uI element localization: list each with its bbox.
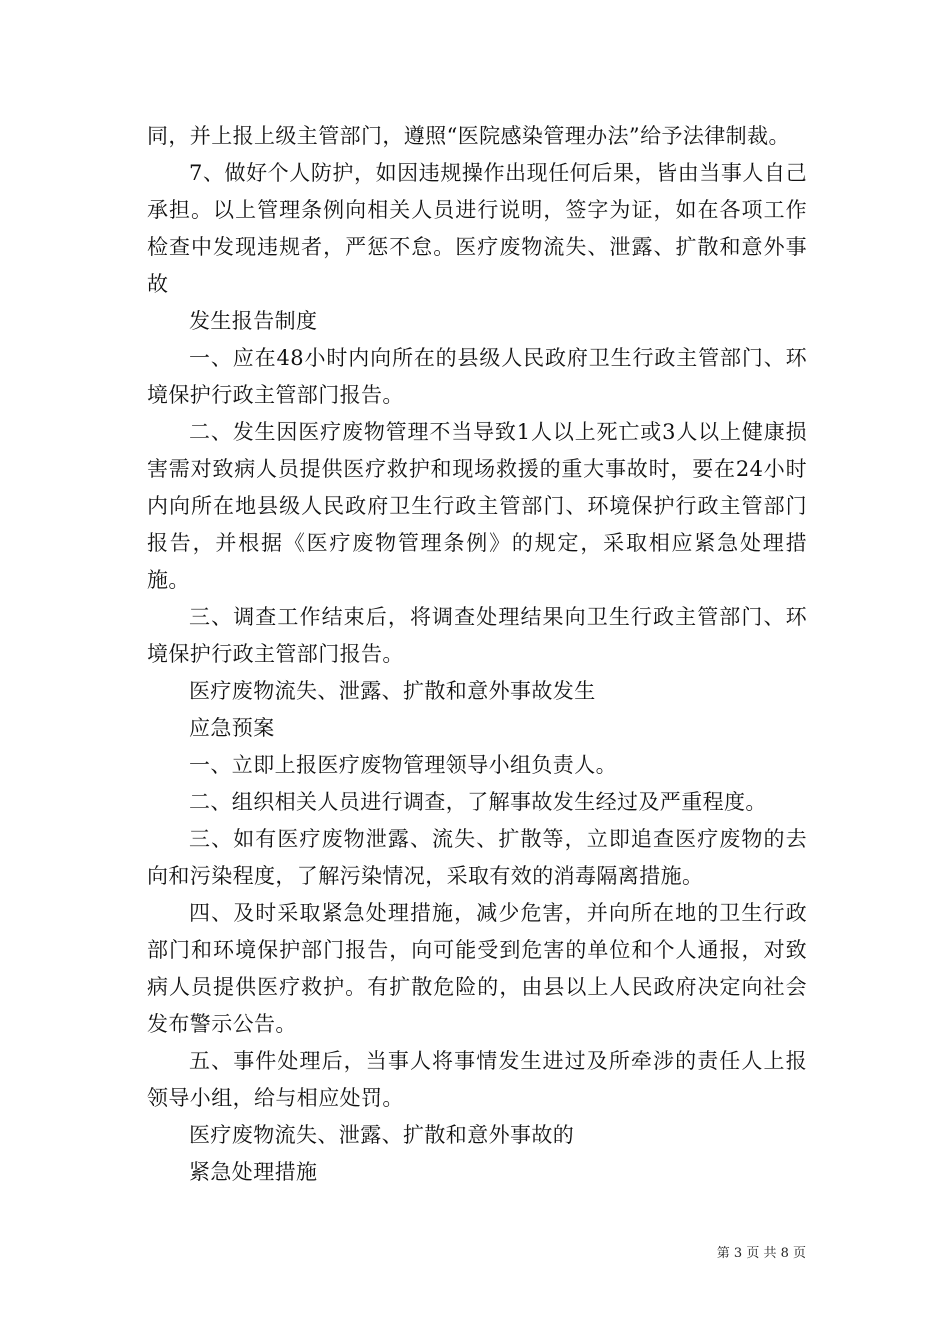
section-title-emergency-line2: 应急预案 bbox=[189, 716, 275, 740]
section-title-measures-line1: 医疗废物流失、泄露、扩散和意外事故的 bbox=[189, 1123, 575, 1147]
paragraph-emergency-5: 五、事件处理后，当事人将事情发生进过及所牵涉的责任人上报领导小组，给与相应处罚。 bbox=[147, 1049, 807, 1110]
paragraph-emergency-2: 二、组织相关人员进行调查，了解事故发生经过及严重程度。 bbox=[189, 790, 767, 814]
section-title-report-system: 发生报告制度 bbox=[189, 309, 318, 333]
page-number-footer: 第 3 页 共 8 页 bbox=[716, 1246, 806, 1261]
paragraph-emergency-1: 一、立即上报医疗废物管理领导小组负责人。 bbox=[189, 753, 617, 777]
section-title-measures-line2: 紧急处理措施 bbox=[189, 1160, 318, 1184]
document-body bbox=[147, 118, 807, 1191]
paragraph-report-1: 一、应在48小时内向所在的县级人民政府卫生行政主管部门、环境保护行政主管部门报告。 bbox=[147, 346, 807, 407]
paragraph-emergency-3: 三、如有医疗废物泄露、流失、扩散等，立即追查医疗废物的去向和污染程度，了解污染情况，采取有效的消毒隔离措施。 bbox=[147, 827, 807, 888]
paragraph-report-2: 二、发生因医疗废物管理不当导致1人以上死亡或3人以上健康损害需对致病人员提供医疗救护和现场救援的重大事故时，要在24小时内向所在地县级人民政府卫生行政主管部门、环境保护行政主管部门报告，并根据《医疗废物管理条例》的规定，采取相应紧急处理措施。 bbox=[147, 420, 807, 592]
paragraph-report-3: 三、调查工作结束后，将调查处理结果向卫生行政主管部门、环境保护行政主管部门报告。 bbox=[147, 605, 807, 666]
paragraph-continuation: 同，并上报上级主管部门，遵照“医院感染管理办法”给予法律制裁。 bbox=[147, 124, 790, 148]
section-title-emergency-line1: 医疗废物流失、泄露、扩散和意外事故发生 bbox=[189, 679, 596, 703]
paragraph-emergency-4: 四、及时采取紧急处理措施，减少危害，并向所在地的卫生行政部门和环境保护部门报告，向可能受到危害的单位和个人通报，对致病人员提供医疗救护。有扩散危险的，由县以上人民政府决定向社会发布警示公告。 bbox=[147, 901, 807, 1036]
paragraph-item-7: 7、做好个人防护，如因违规操作出现任何后果，皆由当事人自己承担。以上管理条例向相关人员进行说明，签字为证，如在各项工作检查中发现违规者，严惩不怠。医疗废物流失、泄露、扩散和意外事故 bbox=[147, 161, 807, 296]
